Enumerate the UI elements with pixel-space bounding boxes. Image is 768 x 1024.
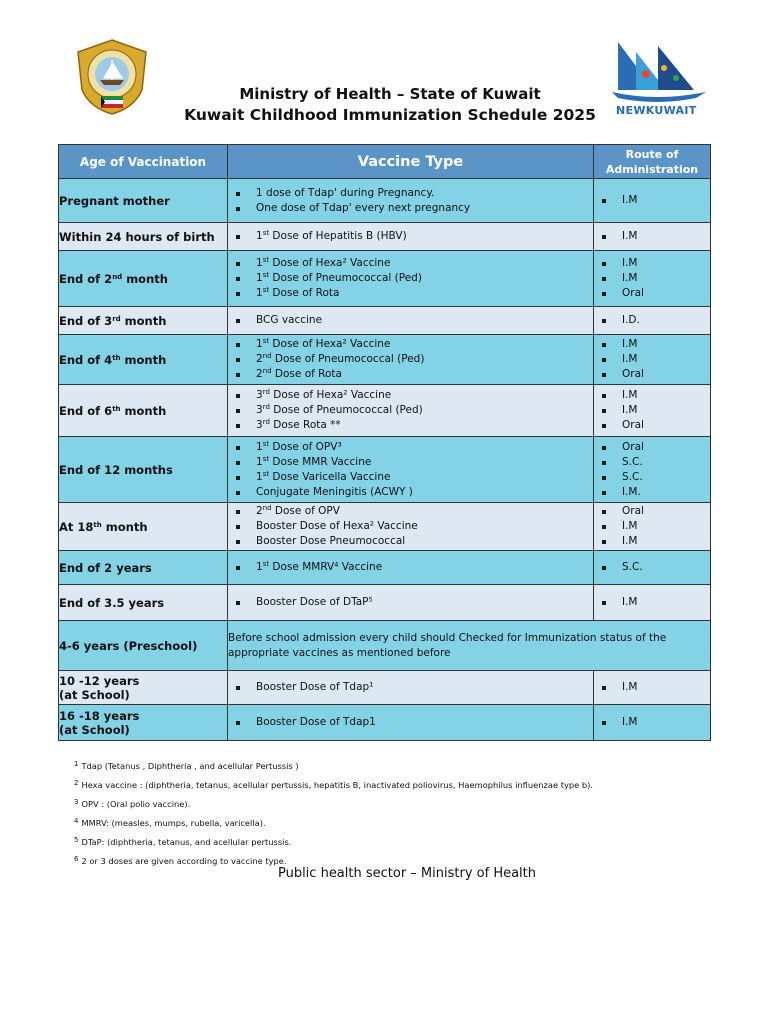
vaccine-text-suffix: Dose of OPV: [271, 505, 340, 517]
age-text-suffix: month: [120, 352, 167, 367]
column-header-age: Age of Vaccination: [59, 145, 228, 179]
vaccine-text: One dose of Tdap' every next pregnancy: [256, 201, 471, 214]
vaccine-superscript: st: [262, 454, 270, 463]
route-list: [594, 229, 710, 244]
age-text: End of 4: [59, 352, 113, 367]
route-item: I.M: [594, 680, 710, 695]
vaccine-item: [228, 256, 593, 271]
vaccine-text-suffix: Dose of Pneumococcal (Ped): [269, 404, 423, 416]
new-kuwait-logo-text: NEWKUWAIT: [616, 104, 697, 117]
vaccine-list: [228, 337, 593, 382]
vaccine-text: 1: [256, 257, 263, 269]
age-text: End of 12 months: [59, 462, 173, 477]
vaccine-text-suffix: Dose MMR Vaccine: [269, 455, 372, 468]
title-line-1: Ministry of Health – State of Kuwait: [239, 85, 541, 103]
route-item: S.C.: [594, 455, 710, 470]
route-list: [594, 193, 710, 208]
route-item: I.M: [594, 715, 710, 730]
vaccine-superscript: st: [262, 229, 270, 237]
vaccine-cell: [228, 671, 594, 705]
age-cell: [59, 585, 228, 621]
vaccine-text-suffix: dose of Tdap' during Pregnancy.: [262, 186, 435, 199]
route-item: Oral: [594, 367, 710, 382]
vaccine-text-suffix: Dose of Rota: [269, 287, 340, 299]
age-cell: [59, 503, 228, 551]
route-item: Oral: [594, 286, 710, 301]
vaccine-text: 3: [256, 389, 263, 401]
vaccine-cell: [228, 179, 594, 223]
route-item: I.D.: [594, 313, 710, 328]
footnote-text: 2 or 3 doses are given according to vaccine type.: [81, 856, 287, 866]
age-cell: [59, 437, 228, 503]
footnote-mark: 1: [74, 760, 79, 768]
footnote-text: OPV : (Oral polio vaccine).: [81, 799, 191, 809]
route-cell: [594, 307, 711, 335]
vaccine-text-suffix: Dose of Hepatitis B (HBV): [269, 230, 407, 242]
route-cell: [594, 179, 711, 223]
vaccine-item: [228, 485, 593, 500]
vaccine-item: [228, 352, 593, 367]
age-text: Pregnant mother: [59, 193, 170, 208]
vaccine-item: [228, 519, 593, 534]
vaccine-item: [228, 388, 593, 403]
table-row: [59, 621, 711, 671]
age-superscript: th: [112, 404, 121, 413]
vaccine-cell: [228, 503, 594, 551]
route-item: S.C.: [594, 470, 710, 485]
vaccine-item: [228, 418, 593, 433]
footnote: [74, 794, 714, 813]
vaccine-text: 1: [256, 470, 263, 483]
age-cell: [59, 705, 228, 741]
age-text: At 18: [59, 519, 94, 534]
route-cell: [594, 385, 711, 437]
vaccine-text: 2: [256, 353, 263, 365]
vaccine-cell: [228, 335, 594, 385]
route-item: I.M: [594, 256, 710, 271]
vaccine-text: 2: [256, 505, 263, 517]
note-cell: Before school admission every child should Checked for Immunization status of the appropriate vaccines as mentioned before: [228, 621, 711, 671]
vaccine-item: [228, 337, 593, 352]
vaccine-text: 3: [256, 404, 263, 416]
vaccine-item: [228, 313, 593, 328]
table-row: [59, 585, 711, 621]
table-row: [59, 179, 711, 223]
vaccine-text: Booster Dose of DTaP⁵: [256, 596, 373, 608]
route-cell: [594, 551, 711, 585]
immunization-schedule-table: [58, 144, 711, 741]
route-list: [594, 337, 710, 382]
vaccine-item: [228, 595, 593, 610]
vaccine-text-suffix: Dose MMRV⁴ Vaccine: [269, 561, 383, 573]
route-item: Oral: [594, 440, 710, 455]
vaccine-superscript: st: [262, 286, 270, 294]
vaccine-superscript: st: [262, 439, 270, 448]
footnote: [74, 813, 714, 832]
column-header-route: Route of Administration: [594, 145, 711, 179]
route-cell: [594, 223, 711, 251]
footnote: [74, 775, 714, 794]
vaccine-text-suffix: Dose of Hexa² Vaccine: [269, 257, 391, 269]
age-text-suffix: month: [120, 313, 167, 328]
vaccine-item: [228, 455, 593, 470]
age-text: Within 24 hours of birth: [59, 229, 215, 244]
vaccine-text-suffix: Dose of Rota: [271, 368, 342, 380]
vaccine-text-suffix: Dose of OPV³: [269, 440, 342, 453]
table-row: [59, 551, 711, 585]
vaccine-item: [228, 470, 593, 485]
route-cell: [594, 585, 711, 621]
age-superscript: rd: [112, 314, 121, 323]
footnote: [74, 832, 714, 851]
age-superscript: th: [93, 520, 102, 529]
route-list: [594, 256, 710, 301]
table-row: [59, 385, 711, 437]
vaccine-text-suffix: Dose of Hexa² Vaccine: [269, 389, 392, 401]
vaccine-superscript: rd: [262, 388, 270, 396]
route-item: S.C.: [594, 560, 710, 575]
route-item: I.M.: [594, 485, 710, 500]
table-header-row: [59, 145, 711, 179]
kuwait-emblem-icon: [74, 38, 150, 116]
age-superscript: nd: [112, 272, 123, 281]
route-item: Oral: [594, 504, 710, 519]
vaccine-text-suffix: Dose Varicella Vaccine: [269, 470, 391, 483]
vaccine-item: [228, 186, 593, 201]
vaccine-text-suffix: Dose of Hexa² Vaccine: [269, 338, 391, 350]
vaccine-list: [228, 313, 593, 328]
route-item: I.M: [594, 403, 710, 418]
age-text-suffix: month: [101, 519, 148, 534]
vaccine-item: [228, 715, 593, 730]
vaccine-text-suffix: Dose of Pneumococcal (Ped): [269, 272, 422, 284]
route-cell: [594, 671, 711, 705]
age-text: End of 6: [59, 403, 113, 418]
footnote-mark: 3: [74, 798, 79, 806]
route-item: I.M: [594, 519, 710, 534]
footnote-mark: 4: [74, 817, 79, 825]
age-cell: [59, 335, 228, 385]
route-list: [594, 680, 710, 695]
vaccine-item: [228, 504, 593, 519]
vaccine-superscript: nd: [262, 504, 272, 512]
vaccine-superscript: st: [262, 256, 270, 264]
vaccine-text: Booster Dose of Tdap¹: [256, 681, 374, 693]
route-list: [594, 313, 710, 328]
vaccine-text-suffix: Dose of Pneumococcal (Ped): [271, 353, 425, 365]
vaccine-superscript: nd: [262, 352, 272, 360]
route-item: I.M: [594, 271, 710, 286]
vaccine-list: [228, 256, 593, 301]
age-cell: [59, 307, 228, 335]
vaccine-cell: [228, 705, 594, 741]
vaccine-text: BCG vaccine: [256, 314, 323, 326]
route-cell: [594, 705, 711, 741]
route-list: [594, 388, 710, 433]
footnote-text: Tdap (Tetanus , Diphtheria , and acellular Pertussis ): [81, 761, 299, 771]
vaccine-text: Conjugate Meningitis (ACWY ): [256, 485, 413, 498]
column-header-vaccine: Vaccine Type: [228, 145, 594, 179]
vaccine-superscript: st: [262, 337, 270, 345]
vaccine-cell: [228, 251, 594, 307]
vaccine-item: [228, 367, 593, 382]
vaccine-text-suffix: Dose Rota **: [269, 419, 341, 431]
age-cell: [59, 671, 228, 705]
vaccine-list: [228, 680, 593, 695]
route-cell: [594, 437, 711, 503]
vaccine-cell: [228, 385, 594, 437]
vaccine-text: 1: [256, 287, 263, 299]
route-cell: [594, 251, 711, 307]
vaccine-text: Booster Dose Pneumococcal: [256, 535, 406, 547]
route-item: I.M: [594, 337, 710, 352]
age-text-line2: (at School): [59, 687, 130, 702]
age-text: End of 3: [59, 313, 113, 328]
vaccine-superscript: nd: [262, 367, 272, 375]
route-item: I.M: [594, 534, 710, 549]
route-item: Oral: [594, 418, 710, 433]
vaccine-cell: [228, 307, 594, 335]
vaccine-list: [228, 560, 593, 575]
route-cell: [594, 503, 711, 551]
route-item: I.M: [594, 388, 710, 403]
footnote-mark: 6: [74, 855, 79, 863]
vaccine-list: [228, 229, 593, 244]
vaccine-text: 2: [256, 368, 263, 380]
vaccine-list: [228, 715, 593, 730]
route-cell: [594, 335, 711, 385]
vaccine-item: [228, 201, 593, 216]
vaccine-list: [228, 186, 593, 216]
age-cell: [59, 551, 228, 585]
age-text: End of 2 years: [59, 560, 152, 575]
vaccine-text: 1: [256, 440, 263, 453]
vaccine-item: [228, 680, 593, 695]
age-text: 10 -12 years: [59, 673, 140, 688]
footnote-mark: 5: [74, 836, 79, 844]
table-row: [59, 671, 711, 705]
footnote: [74, 756, 714, 775]
route-list: [594, 440, 710, 500]
footnote-text: DTaP: (diphtheria, tetanus, and acellular pertussis.: [81, 837, 292, 847]
age-cell: [59, 251, 228, 307]
vaccine-list: [228, 440, 593, 500]
route-list: [594, 504, 710, 549]
vaccine-text: Booster Dose of Tdap1: [256, 716, 376, 728]
footnote-text: MMRV: (measles, mumps, rubella, varicella).: [81, 818, 266, 828]
vaccine-text: 1: [256, 272, 263, 284]
route-item: I.M: [594, 193, 710, 208]
vaccine-text: 1: [256, 561, 263, 573]
vaccine-text: 1: [256, 338, 263, 350]
footnote-mark: 2: [74, 779, 79, 787]
vaccine-superscript: rd: [262, 403, 270, 411]
footnotes: [74, 756, 714, 870]
age-text: 4-6 years (Preschool): [59, 638, 198, 653]
footnote-text: Hexa vaccine : (diphtheria, tetanus, acellular pertussis, hepatitis B, inactivated poliovirus, Haemophilus influenzae type b).: [81, 780, 594, 790]
vaccine-text: 1: [256, 186, 263, 199]
age-superscript: th: [112, 353, 121, 362]
age-text-line2: (at School): [59, 722, 130, 737]
vaccine-item: [228, 286, 593, 301]
vaccine-text: 3: [256, 419, 263, 431]
vaccine-text: Booster Dose of Hexa² Vaccine: [256, 520, 418, 532]
age-cell: [59, 223, 228, 251]
age-cell: [59, 179, 228, 223]
vaccine-item: [228, 560, 593, 575]
vaccine-text: 1: [256, 455, 263, 468]
table-row: [59, 705, 711, 741]
age-text: End of 2: [59, 271, 113, 286]
route-item: I.M: [594, 229, 710, 244]
vaccine-superscript: st: [262, 271, 270, 279]
table-body: [59, 179, 711, 741]
table-row: [59, 503, 711, 551]
vaccine-cell: [228, 437, 594, 503]
table-row: [59, 251, 711, 307]
vaccine-superscript: rd: [262, 418, 270, 426]
route-item: I.M: [594, 352, 710, 367]
route-list: [594, 560, 710, 575]
vaccine-cell: [228, 551, 594, 585]
table-row: [59, 223, 711, 251]
vaccine-list: [228, 504, 593, 549]
table-row: [59, 307, 711, 335]
vaccine-text: 1: [256, 230, 263, 242]
vaccine-cell: [228, 585, 594, 621]
footer-text: Public health sector – Ministry of Health: [277, 866, 537, 881]
vaccine-list: [228, 388, 593, 433]
route-list: [594, 715, 710, 730]
table-row: [59, 437, 711, 503]
vaccine-cell: [228, 223, 594, 251]
age-cell: [59, 621, 228, 671]
vaccine-item: [228, 403, 593, 418]
age-cell: [59, 385, 228, 437]
vaccine-item: [228, 534, 593, 549]
age-text: 16 -18 years: [59, 708, 140, 723]
age-text-suffix: month: [122, 271, 168, 286]
vaccine-item: [228, 271, 593, 286]
table-row: [59, 335, 711, 385]
title-line-2: Kuwait Childhood Immunization Schedule 2025: [184, 106, 596, 124]
route-list: [594, 595, 710, 610]
vaccine-item: [228, 440, 593, 455]
vaccine-item: [228, 229, 593, 244]
route-item: I.M: [594, 595, 710, 610]
age-text-suffix: month: [120, 403, 167, 418]
vaccine-superscript: st: [262, 469, 270, 478]
vaccine-list: [228, 595, 593, 610]
document-title: [150, 84, 630, 126]
vaccine-superscript: st: [262, 560, 270, 568]
age-text: End of 3.5 years: [59, 595, 165, 610]
